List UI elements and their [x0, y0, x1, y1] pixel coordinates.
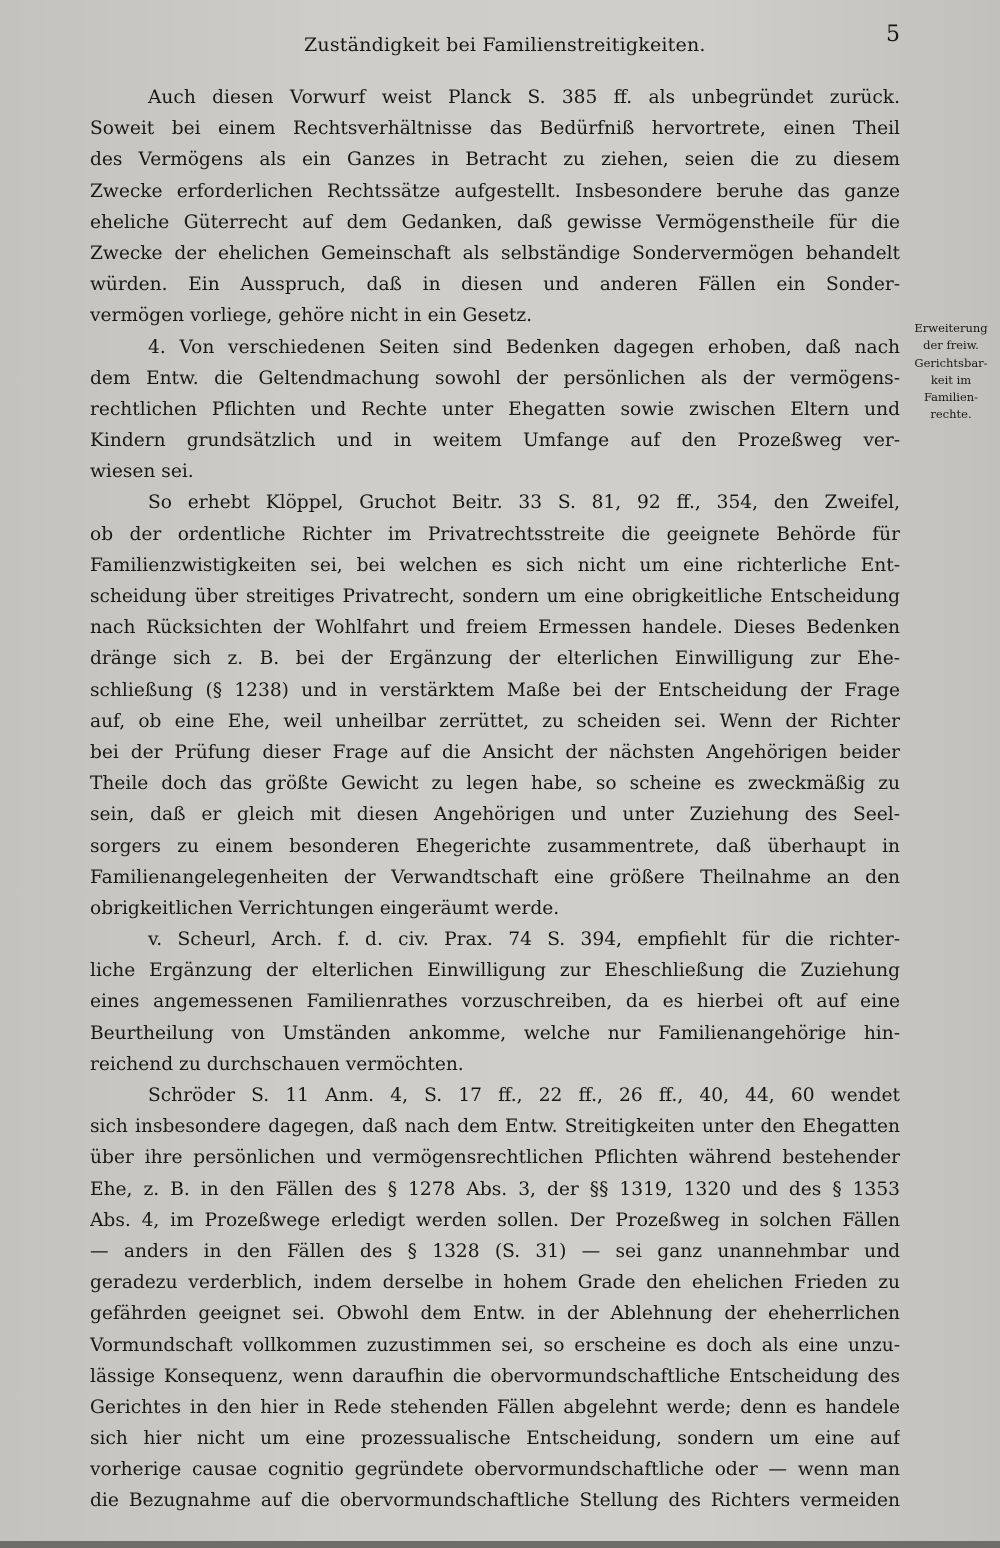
text-line: Kindern grundsätzlich und in weitem Umfange auf den Prozeßweg ver- [90, 430, 900, 452]
text-line: rechtlichen Pflichten und Rechte unter Ehegatten sowie zwischen Eltern und [90, 398, 900, 420]
marginal-note [904, 320, 998, 424]
text-line: sorgers zu einem besonderen Ehegerichte zusammentrete, daß überhaupt in [90, 835, 900, 857]
text-line: auf, ob eine Ehe, weil unheilbar zerrüttet, zu scheiden sei. Wenn der Richter [90, 710, 900, 732]
running-head: Zuständigkeit bei Familienstreitigkeiten. [304, 34, 706, 56]
text-line: Zwecke erforderlichen Rechtssätze aufgestellt. Insbesondere beruhe das ganze [90, 180, 900, 202]
text-line: dem Entw. die Geltendmachung sowohl der persönlichen als der vermögens- [90, 367, 900, 389]
text-line: eines angemessenen Familienrathes vorzuschreiben, da es hierbei oft auf eine [90, 991, 900, 1013]
text-line: vermögen vorliege, gehöre nicht in ein Gesetz. [90, 305, 533, 327]
text-line: reichend zu durchschauen vermöchten. [90, 1053, 464, 1075]
text-line: Abs. 4, im Prozeßwege erledigt werden sollen. Der Prozeßweg in solchen Fällen [90, 1209, 900, 1231]
text-line: Beurtheilung von Umständen ankomme, welche nur Familienangehörige hin- [90, 1022, 900, 1044]
text-line: eheliche Güterrecht auf dem Gedanken, daß gewisse Vermögenstheile für die [90, 211, 900, 233]
text-line [90, 1517, 900, 1548]
text-line: sich insbesondere dagegen, daß nach dem Entw. Streitigkeiten unter den Ehegatten [90, 1116, 900, 1138]
text-line: 4. Von verschiedenen Seiten sind Bedenken dagegen erhoben, daß nach [148, 336, 900, 358]
text-line: sich hier nicht um eine prozessualische Entscheidung, sondern um eine auf [90, 1428, 900, 1450]
marginal-note-line: Gerichtsbar- [914, 355, 988, 370]
text-line: gefährden geeignet sei. Obwohl dem Entw. in der Ablehnung der eheherrlichen [90, 1303, 900, 1325]
text-line: Familienangelegenheiten der Verwandtschaft eine größere Theilnahme an den [90, 866, 900, 888]
text-line: nach Rücksichten der Wohlfahrt und freiem Ermessen handele. Dieses Bedenken [90, 617, 900, 639]
text-line: über ihre persönlichen und vermögensrechtlichen Pflichten während bestehender [90, 1147, 900, 1169]
text-line: lässige Konsequenz, wenn daraufhin die obervormundschaftliche Entscheidung des [90, 1365, 900, 1387]
text-line: geradezu verderblich, indem derselbe in hohem Grade den ehelichen Frieden zu [90, 1272, 900, 1294]
text-line: würden. Ein Ausspruch, daß in diesen und anderen Fällen ein Sonder- [90, 274, 900, 296]
text-line: Schröder S. 11 Anm. 4, S. 17 ff., 22 ff., 26 ff., 40, 44, 60 wendet [148, 1085, 900, 1106]
text-line: dränge sich z. B. bei der Ergänzung der elterlichen Einwilligung zur Ehe- [90, 648, 900, 670]
text-line: v. Scheurl, Arch. f. d. civ. Prax. 74 S. 394, empfiehlt für die richter- [148, 929, 900, 951]
marginal-note-line: Familien- [923, 390, 979, 405]
marginal-note-line: rechte. [930, 407, 972, 422]
text-line: Familienzwistigkeiten sei, bei welchen es sich nicht um eine richterliche Ent- [90, 554, 900, 576]
marginal-note-line: Erweiterung [914, 321, 988, 335]
page-header [90, 22, 900, 62]
text-line: vorherige causae cognitio gegründete obervormundschaftliche oder — wenn man [90, 1459, 900, 1481]
text-line: des Vermögens als ein Ganzes in Betracht zu ziehen, seien die zu diesem [90, 149, 900, 171]
text-line: sein, daß er gleich mit diesen Angehörigen und unter Zuziehung des Seel- [90, 804, 900, 826]
page-number: 5 [886, 22, 900, 47]
text-line: Gerichtes in den hier in Rede stehenden Fällen abgelehnt werde; denn es handele [90, 1396, 900, 1418]
marginal-note-line: keit im [930, 372, 972, 387]
text-line: Theile doch das größte Gewicht zu legen habe, so scheine es zweckmäßig zu [90, 773, 900, 795]
text-line: bei der Prüfung dieser Frage auf die Ansicht der nächsten Angehörigen beider [90, 741, 900, 763]
text-line: Soweit bei einem Rechtsverhältnisse das Bedürfniß hervortrete, einen Theil [90, 118, 900, 140]
text-line: Ehe, z. B. in den Fällen des § 1278 Abs. 3, der §§ 1319, 1320 und des § 1353 [90, 1178, 900, 1200]
text-line: Zwecke der ehelichen Gemeinschaft als selbständige Sondervermögen behandelt [90, 242, 900, 264]
text-line: wiesen sei. [90, 461, 194, 483]
text-line: scheidung über streitiges Privatrecht, sondern um eine obrigkeitliche Entscheidung [90, 586, 900, 607]
text-line: So erhebt Klöppel, Gruchot Beitr. 33 S. 81, 92 ff., 354, den Zweifel, [148, 492, 900, 514]
text-line: Auch diesen Vorwurf weist Planck S. 385 ff. als unbegründet zurück. [148, 87, 900, 108]
text-line: die Bezugnahme auf die obervormundschaftliche Stellung des Richters vermeiden [90, 1490, 900, 1512]
text-line: — anders in den Fällen des § 1328 (S. 31) — sei ganz unannehmbar und [90, 1240, 900, 1262]
text-line: schließung (§ 1238) und in verstärktem Maße bei der Entscheidung der Frage [90, 679, 900, 701]
text-line: Vormundschaft vollkommen zuzustimmen sei, so erscheine es doch als eine unzu- [90, 1334, 900, 1356]
body-text [90, 82, 900, 1548]
text-line: liche Ergänzung der elterlichen Einwilligung zur Eheschließung die Zuziehung [90, 960, 900, 982]
text-line: obrigkeitlichen Verrichtungen eingeräumt werde. [90, 897, 560, 919]
text-line: ob der ordentliche Richter im Privatrechtsstreite die geeignete Behörde für [90, 523, 900, 545]
marginal-note-line: der freiw. [923, 338, 979, 353]
